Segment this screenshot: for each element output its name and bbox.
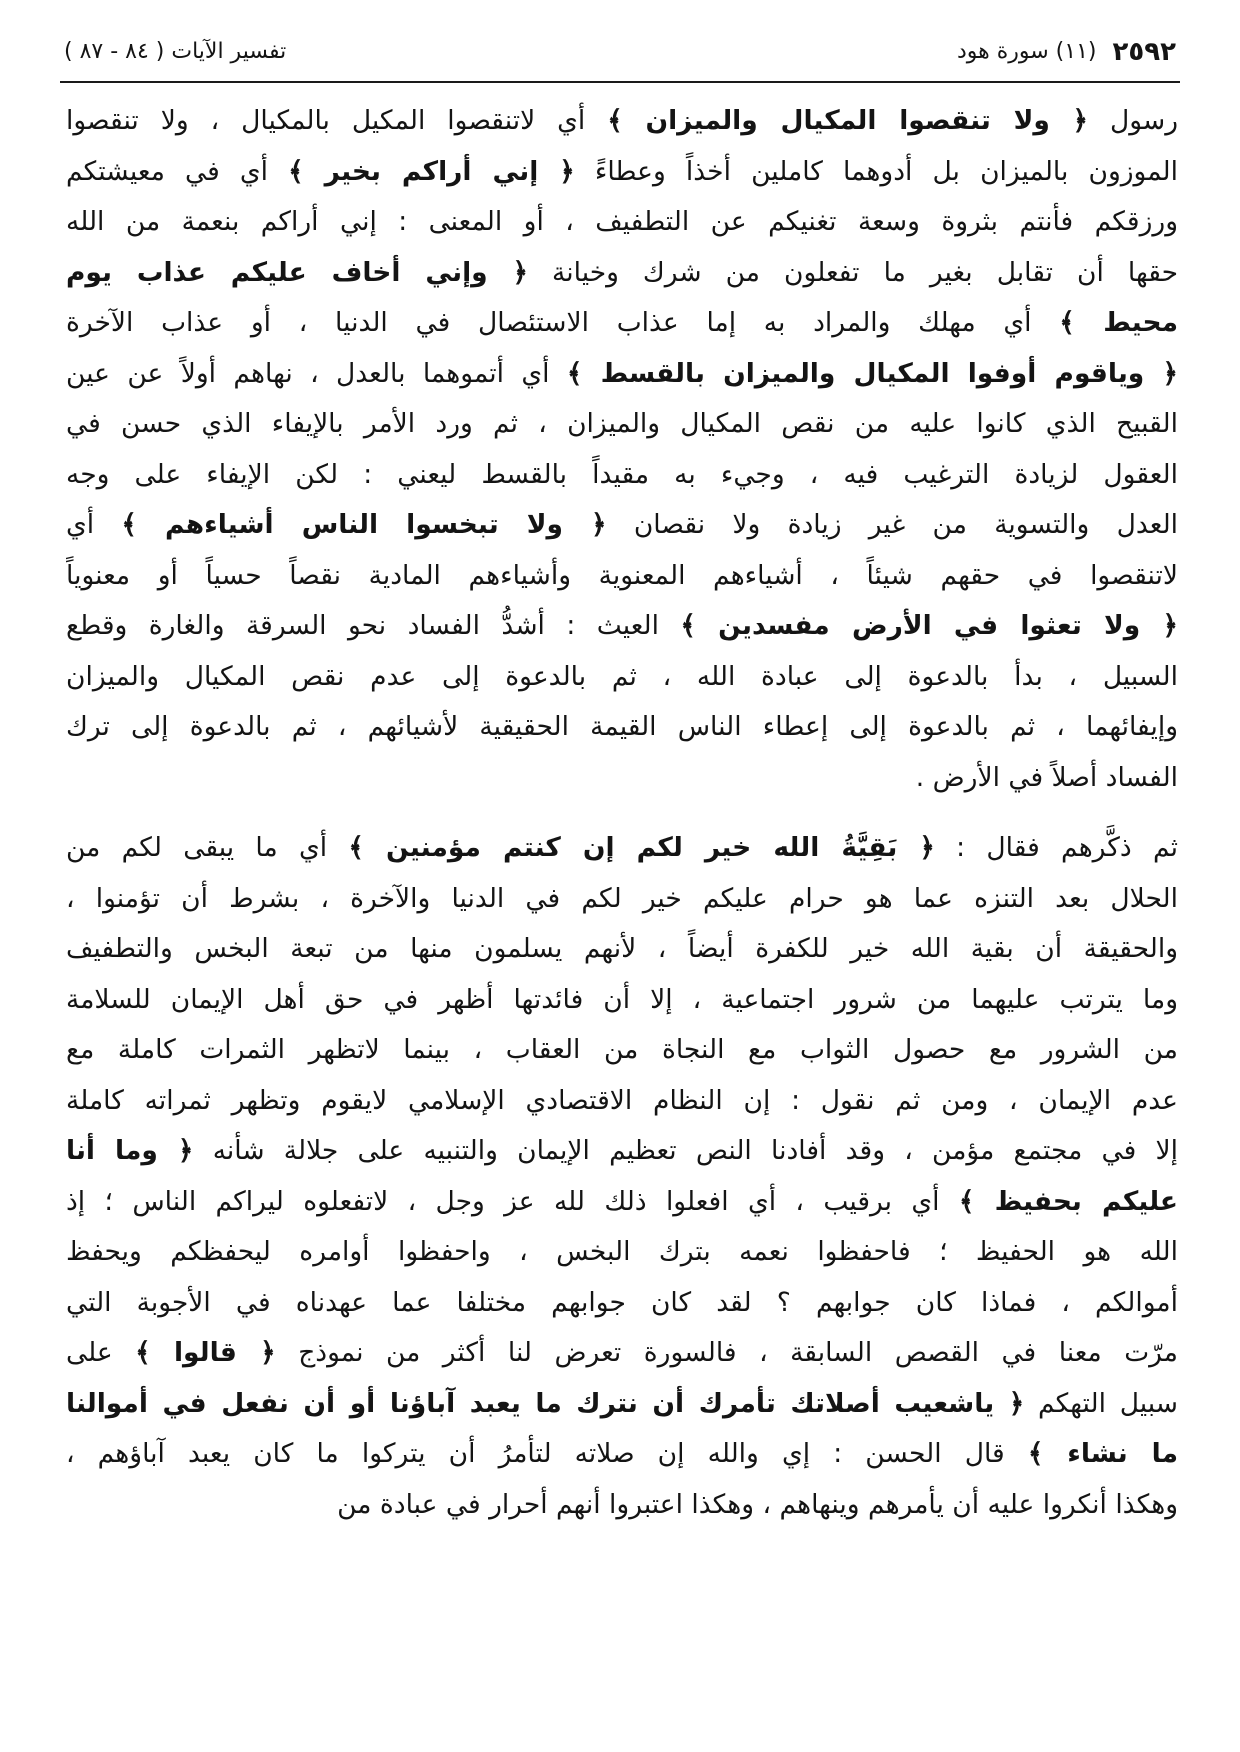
commentary-text: السبيل ، بدأ بالدعوة إلى عبادة الله ، ثم بالدعوة إلى عدم نقص المكيال والميزان [66, 660, 1178, 692]
commentary-text: أي مهلك والمراد به إما عذاب الاستئصال في الدنيا ، أو عذاب الآخرة [66, 307, 1060, 338]
text-line [66, 1328, 1178, 1379]
quranic-verse: عليكم بحفيظ ﴾ [958, 1185, 1178, 1217]
running-header [64, 32, 1176, 72]
commentary-text: ورزقكم فأنتم بثروة وسعة تغنيكم عن التطفيف ، أو المعنى : إني أراكم بنعمة من الله [66, 206, 1178, 237]
text-line [66, 1227, 1178, 1278]
text-line [66, 1480, 1178, 1531]
commentary-text: عدم الإيمان ، ومن ثم نقول : إن النظام الاقتصادي الإسلامي لايقوم وتظهر ثمراته كاملة [66, 1084, 1178, 1116]
text-line [66, 924, 1178, 975]
commentary-text: حقها أن تقابل بغير ما تفعلون من شرك وخيانة [528, 256, 1178, 288]
text-line [66, 500, 1178, 551]
commentary-text: لاتنقصوا في حقهم شيئاً ، أشياءهم المعنوية وأشياءهم المادية نقصاً حسياً أو معنوياً [66, 559, 1178, 591]
header-right-group [957, 32, 1176, 72]
text-line [66, 1177, 1178, 1228]
header-rule [60, 81, 1180, 83]
commentary-text: أي في معيشتكم [66, 155, 289, 187]
paragraph [66, 96, 1178, 803]
commentary-text: أي أتموهما بالعدل ، نهاهم أولاً عن عين [66, 357, 567, 389]
commentary-text: العدل والتسوية من غير زيادة ولا نقصان [606, 509, 1178, 540]
quranic-verse: محيط ﴾ [1059, 307, 1178, 338]
text-line [66, 823, 1178, 874]
commentary-text: الحلال بعد التنزه عما هو حرام عليكم خير لكم في الدنيا والآخرة ، بشرط أن تؤمنوا ، [66, 882, 1178, 914]
quranic-verse: ما نشاء ﴾ [1027, 1438, 1178, 1469]
commentary-text: والحقيقة أن بقية الله خير للكفرة أيضاً ، لأنهم يسلمون منها من تبعة البخس والتطفيف [66, 933, 1178, 964]
commentary-text: وهكذا أنكروا عليه أن يأمرهم وينهاهم ، وهكذا اعتبروا أنهم أحرار في عبادة من [337, 1488, 1178, 1520]
quranic-verse: ﴿ ياشعيب أصلاتك تأمرك أن نترك ما يعبد آباؤنا أو أن نفعل في أموالنا [66, 1387, 1025, 1419]
commentary-text: القبيح الذي كانوا عليه من نقص المكيال والميزان ، ثم ورد الأمر بالإيفاء الذي حسن في [66, 408, 1178, 439]
paragraph-gap [66, 803, 1178, 823]
text-line [66, 551, 1178, 602]
commentary-text: أي ما يبقى لكم من [66, 832, 349, 863]
commentary-text: أموالكم ، فماذا كان جوابهم ؟ لقد كان جوابهم مختلفا عما عهدناه في الأجوبة التي [66, 1286, 1178, 1318]
quranic-verse: ﴿ بَقِيَّةُ الله خير لكم إن كنتم مؤمنين ﴾ [348, 832, 935, 863]
text-line [66, 874, 1178, 925]
commentary-text: مرّت معنا في القصص السابقة ، فالسورة تعرض لنا أكثر من نموذج [275, 1337, 1178, 1368]
quranic-verse: ﴿ ولا تبخسوا الناس أشياءهم ﴾ [121, 509, 607, 540]
commentary-text: سبيل التهكم [1024, 1387, 1178, 1419]
quranic-verse: ﴿ ولا تعثوا في الأرض مفسدين ﴾ [680, 610, 1178, 641]
quranic-verse: ﴿ إني أراكم بخير ﴾ [288, 155, 575, 187]
commentary-text: ثم ذكَّرهم فقال : [934, 832, 1178, 863]
page-number: ٢٥٩٢ [1112, 37, 1176, 67]
quranic-verse: ﴿ وإني أخاف عليكم عذاب يوم [66, 256, 529, 288]
text-line [66, 1379, 1178, 1430]
commentary-text: الله هو الحفيظ ؛ فاحفظوا نعمه بترك البخس ، واحفظوا أوامره ليحفظكم ويحفظ [66, 1236, 1178, 1267]
text-line [66, 197, 1178, 248]
text-line [66, 450, 1178, 501]
commentary-text: رسول [1088, 105, 1178, 136]
quranic-verse: ﴿ وياقوم أوفوا المكيال والميزان بالقسط ﴾ [566, 357, 1178, 389]
text-line [66, 96, 1178, 147]
text-line [66, 753, 1178, 804]
text-line [66, 702, 1178, 753]
surah-title: (١١) سورة هود [956, 39, 1097, 64]
quranic-verse: ﴿ ولا تنقصوا المكيال والميزان ﴾ [607, 105, 1089, 136]
commentary-text: وإيفائهما ، ثم بالدعوة إلى إعطاء الناس القيمة الحقيقية لأشيائهم ، ثم بالدعوة إلى ترك [66, 711, 1178, 742]
quranic-verse: ﴿ قالوا ﴾ [135, 1337, 276, 1368]
text-line [66, 349, 1178, 400]
commentary-text: العقول لزيادة الترغيب فيه ، وجيء به مقيداً بالقسط ليعني : لكن الإيفاء على وجه [66, 458, 1178, 490]
commentary-text: من الشرور مع حصول الثواب مع النجاة من العقاب ، بينما لاتظهر الثمرات كاملة مع [66, 1034, 1178, 1065]
commentary-text: العيث : أشدُّ الفساد نحو السرقة والغارة وقطع [66, 610, 681, 641]
text-line [66, 1278, 1178, 1329]
commentary-text: أي [66, 509, 122, 540]
text-line [66, 1126, 1178, 1177]
text-line [66, 248, 1178, 299]
commentary-text: وما يترتب عليهما من شرور اجتماعية ، إلا أن فائدتها أظهر في حق أهل الإيمان للسلامة [66, 983, 1178, 1015]
text-line [66, 298, 1178, 349]
text-line [66, 652, 1178, 703]
section-title: تفسير الآيات ( ٨٤ - ٨٧ ) [64, 39, 287, 64]
commentary-text: إلا في مجتمع مؤمن ، وقد أفادنا النص تعظيم الإيمان والتنبيه على جلالة شأنه [193, 1135, 1178, 1166]
commentary-text: أي برقيب ، أي افعلوا ذلك لله عز وجل ، لاتفعلوه ليراكم الناس ؛ إذ [66, 1185, 959, 1217]
text-line [66, 1076, 1178, 1127]
commentary-text: أي لاتنقصوا المكيل بالمكيال ، ولا تنقصوا [66, 105, 608, 136]
text-line [66, 601, 1178, 652]
commentary-text: قال الحسن : إي والله إن صلاته لتأمرُ أن يتركوا ما كان يعبد آباؤهم ، [66, 1438, 1028, 1469]
page-body [66, 96, 1178, 1530]
text-line [66, 399, 1178, 450]
text-line [66, 975, 1178, 1026]
text-line [66, 1429, 1178, 1480]
header-left-group [64, 32, 286, 72]
commentary-text: الفساد أصلاً في الأرض . [915, 761, 1178, 793]
commentary-text: على [66, 1337, 136, 1368]
commentary-text: الموزون بالميزان بل أدوهما كاملين أخذاً وعطاءً [574, 155, 1178, 187]
paragraph [66, 823, 1178, 1530]
text-line [66, 147, 1178, 198]
quranic-verse: ﴿ وما أنا [66, 1135, 194, 1166]
text-line [66, 1025, 1178, 1076]
